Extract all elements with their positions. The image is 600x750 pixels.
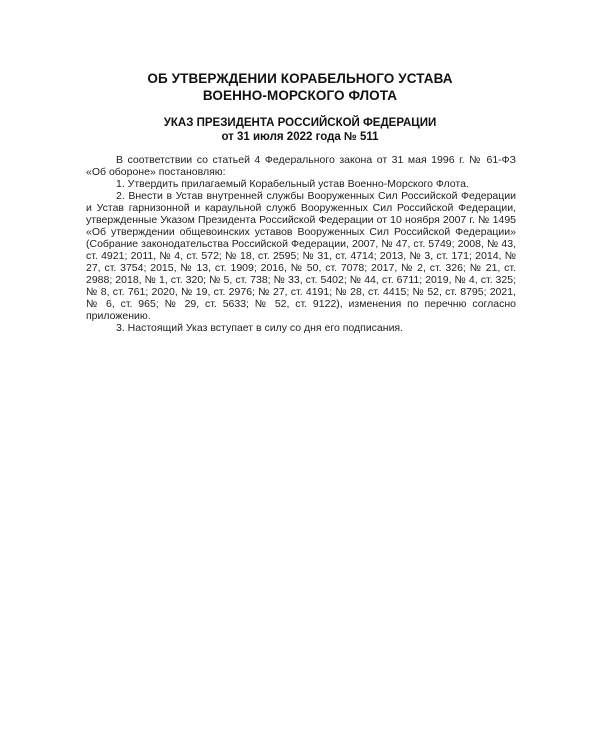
decree-date: от 31 июля 2022 года № 511 bbox=[221, 131, 379, 143]
decree-name: УКАЗ ПРЕЗИДЕНТА РОССИЙСКОЙ ФЕДЕРАЦИИ bbox=[163, 117, 437, 129]
decree-heading bbox=[80, 116, 520, 144]
preamble-paragraph: В соответствии со статьей 4 Федерального закона от 31 мая 1996 г. № 61-ФЗ «Об обороне» постановляю: bbox=[86, 154, 516, 178]
document-title-line: ОБ УТВЕРЖДЕНИИ КОРАБЕЛЬНОГО УСТАВА bbox=[147, 71, 453, 86]
clause-2-paragraph: 2. Внести в Устав внутренней службы Вооруженных Сил Российской Федерации и Устав гарнизонной и караульной служб Вооруженных Сил Российской Федерации, утвержденные Указом Президента Российской Федерации от 10 ноября 2007 г. № 1495 «Об утверждении общевоинских уставов Вооруженных Сил Российской Федерации» (Собрание законодательства Российской Федерации, 2007, № 47, ст. 5749; 2008, № 43, ст. 4921; 2011, № 4, ст. 572; № 18, ст. 2595; № 31, ст. 4714; 2013, № 3, ст. 171; 2014, № 27, ст. 3754; 2015, № 13, ст. 1909; 2016, № 50, ст. 7078; 2017, № 2, ст. 326; № 21, ст. 2988; 2018, № 1, ст. 320; № 5, ст. 738; № 33, ст. 5402; № 44, ст. 6711; 2019, № 4, ст. 325; № 8, ст. 761; 2020, № 19, ст. 2976; № 27, ст. 4191; № 28, ст. 4415; № 52, ст. 8795; 2021, № 6, ст. 965; № 29, ст. 5633; № 52, ст. 9122), изменения по перечню согласно приложению. bbox=[86, 190, 516, 322]
document-body bbox=[86, 154, 516, 334]
clause-3-paragraph: 3. Настоящий Указ вступает в силу со дня его подписания. bbox=[116, 322, 404, 334]
document-title-line: ВОЕННО-МОРСКОГО ФЛОТА bbox=[202, 88, 398, 103]
clause-1-paragraph: 1. Утвердить прилагаемый Корабельный устав Военно-Морского Флота. bbox=[116, 178, 469, 190]
document-title bbox=[80, 70, 520, 104]
